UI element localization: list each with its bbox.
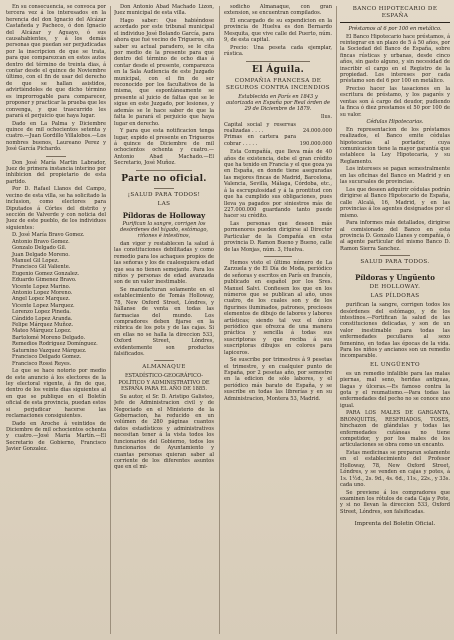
paragraph: Don José María Martin Labrador, Juez de primera instancia interino por inhibicion del propietario de esta partido. [6, 159, 106, 185]
primas-label: Primas en cartera para cobrar . . . . . [224, 134, 296, 147]
salud-heading: SALUD PARA TODOS. [360, 259, 430, 266]
paragraph: Don Antonio Abad Machado Lizon, Juez municipal de esta villa. [114, 4, 214, 17]
divider [264, 256, 292, 257]
divider [154, 188, 174, 189]
column-rule [219, 6, 220, 634]
divider [46, 156, 66, 157]
paragraph: Por D. Rafael Llanos del Campo, vecino de esta villa, se ha solicitado la inclusion, como electores para Diputados á Córtes del distrito y sección de Valverde y con noticia del Juez de este pueblo, de los individuos siguientes: [6, 186, 106, 231]
capital-value: 24.000.000 [302, 128, 332, 135]
banco-heading: BANCO HIPOTECARIO DE ESPAÑA [352, 6, 438, 19]
column-3 [224, 4, 332, 636]
paragraph: purifican la sangre, corrigen todos los desórdenes del estómago, y de los intestinos.—Fortifican la salud de las constituciones delicadas, y son de un valor inestimable para todas las enfermedades peculiares al sexo femenino, en todas las épocas de la vida. Para los niños y ancianos son un remedio incomparable. [340, 302, 450, 360]
paragraph: Su autor, el Sr. D. Aristipo Galisteo, Jefe de Administracion civil y de Negociado en el Ministerio de la Gobernacion, ha reducido en un volúmen de 280 páginas cuantos datos estadísticos y administrativos necesitan tener á la vista todos los funcionarios del Gobierno, todos los funcionarios de Ayuntamiento y cuantas personas quieran saber al corriente de los diferentes asuntos que en el mi- [114, 393, 214, 471]
divider [380, 269, 410, 270]
pildoras-unguento-heading: Píldoras y Ungüento [355, 273, 435, 283]
cedulas-heading: Cédulas Hipotecarias. [366, 119, 424, 126]
column-4 [340, 4, 450, 636]
almanaque-heading: ALMANAQUE [142, 364, 186, 371]
paragraph: Esta Compañía, que lleva más de 40 años de existencia, debe el gran crédito que ha tenido en Francia y el que goza ya en España, en donde tiene aseguradas las mejores fincas de Madrid, Barcelona, Valencia, Sevilla, Málaga, Córdoba, etc., á la escrupulosidad y á la prontitud con que ha cumplido sus obligaciones, pues lleva ya pagados por siniestros más de 227.000.000 guardando tanto puede hacer su crédito. [224, 149, 332, 220]
paragraph: Precio: Una peseta cada ejemplar, rústica. [224, 44, 332, 58]
capital-row [224, 122, 332, 135]
paragraph: Para informes más detallados, dirigirse al comisionado del Banco en esta provincia D. Gonzalo Llanes y compañía, ó al agente particular del mismo Banco D. Ramon Sierra Sanchez. [340, 220, 450, 252]
las-pildoras-heading: LAS PÍLDORAS [370, 293, 420, 300]
divider [380, 255, 410, 256]
parte-no-oficial-heading: Parte no oficial. [121, 173, 207, 184]
paragraph: Dado en Aroche á veintidos de Diciembre de mil ochocientos ochenta y cuatro.—José María Martín.—El Secretario de Gobierno, Francisco Javier Gonzalez. [6, 420, 106, 453]
aguila-heading: El Águila. [251, 64, 305, 75]
paragraph: Dado en La Palma y Diciembre quince de mil ochocientos setenta y cuatro.—Juan Gordillo Villalobos.—Los nombres buenos, Laureano Perez y José García Pichardo. [6, 120, 106, 153]
paragraph: Preciso hacer las tasaciones en la escritura de préstamo, y los pagarés y ventas son á cargo del deudor, pudiendo la finca ó diez prestamos el 50 por 100 de su valor. [340, 86, 450, 118]
almanaque-subtitle: ESTADÍSTICO-GEOGRÁFICO-POLÍTICO Y ADMINISTRATIVO DE ESPAÑA PARA EL AÑO DE 1885. [118, 373, 210, 393]
paragraph: es un remedio infalible para las malas piernas, mal seno, heridas antiguas, llagas y úlceras.—Es famoso contra la gota y el reumatismo.—Para todas las enfermedades del pecho no se conoce uno igual. [340, 370, 450, 409]
column-rule [336, 6, 337, 634]
las-label: LAS [157, 200, 171, 207]
imprenta-footer: Imprenta del Boletin Oficial. [354, 521, 436, 528]
paragraph: Las personas que deseen más pormenores pueden dirigirse al Director Particular de la Compañía en esta provincia D. Ramon Bueno y Bueno, calle de las Monjas, núm. 3, Huelva. [224, 220, 332, 253]
paragraph: En su consecuencia, se convoca por tercera vez á los interesados en la herencia del don Ignacio del Alcázar Castañeda y Pacheco, ó don Ignacio del Alcázar y Aguayo, ó sus causahabientes, y á los demás personas que puedan ser perjudicadas por la inscripcion de que se trata, para que comparezcan en estos autos dentro del término de treinta dias, á contar desde el quince de Noviembre último, con el fin de usar del derecho de que se hallan asistidos, advirtiéndoles de que dicho término es improrrogable para comparecer, proponer y practicar la prueba que les convenga, y que trascurrido les parará el perjuicio que haya lugar. [6, 4, 106, 119]
divider [136, 170, 192, 171]
aguila-established: Establecida en París en 1843 y autorizada en España por Real órden de 29 de Diciembre de 1879. [225, 93, 331, 113]
paragraph: Hago saber: Que habiéndose acordado por este tribunal municipal el individuo José Bolando García, para ahora que fué vecino de Trigueros, sin saber su actual paradero, se le cita por medio de la presente para que dentro del término de ocho dias á contar desde el presente, comparezca en la Sala Audiencia de este Juzgado municipal, con el fin de ser reconocido por los facultativos de la misma, que espontáneamente se presente al juicio de faltas que se le sigue en este Juzgado, por lesiones, y además se le hace saber de que la falta le parará el perjuicio que haya lugar en derecho. [114, 18, 214, 127]
divider [154, 360, 174, 361]
aguila-subtitle: COMPAÑIA FRANCESA DE SEGUROS CONTRA INCENDIOS [225, 77, 331, 91]
paragraph: Lo que se hace notorio por medio de este anuncio á los electores de la ley electoral vigente, á fin de que, dentro de los veinte dias siguientes al en que se publique en el Boletín oficial de esta provincia, puedan estos si perjudicar hacerse las reclamaciones consiguientes. [6, 368, 106, 419]
salud-heading: ¡SALUD PARA TODOS! [127, 191, 201, 198]
unguento-heading: EL UNGÜENTO [369, 361, 421, 368]
column-2 [114, 4, 214, 636]
paragraph: dan vigor y restablecen la salud á las constituciones debilitadas y como remedio para los achaques propios de las señoras y los de cualesquiera edad que sea no tienen semejante. Para los niños y personas de edad avanzada son de un valor inestimable. [114, 240, 214, 286]
paragraph: En representacion de los préstamos realizados, el Banco emite cédulas hipotecarias al portador, cuya comunicacion tiene la mayor garantía que establece la Ley Hipotecaria, y su Reglamento. [340, 126, 450, 165]
paragraph: Se suscribe por trimestres á 9 pesetas el trimestre, y en cualquier punto de España, por 2 pesetas año, por semestre en la edicion de sólo labores, y el periódico más barato de España, y se suscribe en todas las librerías y en su Administracion, Montera 53, Madrid. [224, 357, 332, 402]
paragraph: Hemos visto el último número de La Zarzuela y de El Día de Moda, periódico de señoras y escritos en París en francés, publicado en español por los Sres. Manuel Salvi. Confiesen los que en los números que se publican al año, unos cuatro, de los cuales son y de los figurines iluminados, patrones, preciosos elementos de dibujo de labores y labores artísticas; siendo tal vez el único periódico que ofrezca de una manera práctica y sencilla á todas sus suscriptoras y que reciba á sus suscriptoras dibujos en colores para lapiceros. [224, 259, 332, 356]
paragraph: Los intereses se pagan semestralmente en las oficinas del Banco en Madrid y en las sucursales de provincias. [340, 166, 450, 186]
primas-row [224, 134, 332, 147]
paragraph: Estas medicinas se preparan solamente en el establecimiento del Profesor Holloway, 78, New Oxford Street, Lóndres, y se venden en cajas y potes, á 1s. 1½d., 2s. 9d., 4s. 6d., 11s., 22s., y 33s. cada uno. [340, 450, 450, 489]
capital-label: Capital social y reservas realizadas . . . . [224, 121, 296, 135]
divider [340, 22, 450, 23]
paragraph: Los que deseen adquirir cédulas podrán dirigirse al Banco Hipotecario de España, calle Alcalá, 16, Madrid, y en las provincias á los agentes designados por el mismo. [340, 186, 450, 219]
paragraph: sodicho Almanaque, con gran extension, se encuentran compilados. [224, 4, 332, 17]
banco-subtitle: Préstamos al 6 por 100 en metálico. [348, 26, 442, 32]
column-rule [110, 6, 111, 634]
column-1 [6, 4, 106, 636]
pildoras-heading: Píldoras de Holloway [122, 210, 206, 220]
paragraph: Y para que esta notificacion tenga lugar, expido el presente en Trigueros á quince de Diciembre de mil ochocientos ochenta y cuatro.—Antonio Abad Machado.—El Secretario, José Muñoz. [114, 128, 214, 167]
paragraph: Se previene á los compradores que examinen los rótulos de cada Caja y Pote, y si no llevan la direccion 533, Oxford Street, Lóndres, son falsificadas. [340, 489, 450, 515]
divider [246, 61, 310, 62]
primas-value: 190.000.000 [299, 140, 332, 147]
paragraph: El encargado de su expendicion en la provincia de Huelva es don Bernardo Mesquita, que vive calle del Puerto, núm. 9, de esta capital. [224, 18, 332, 44]
name-list: D. José María Bravo Gomez. Antonio Bravo Gomez. Gonzalo Delgado Gil. Juan Delgado Moreno. Manuel Gil Lopez. Francisco Gil Valiente. Eugenio Gomez Gonzalez. Eduardo Gimenez Bravo. Vicente Lopez Marino. Antonio Lopez Moreno. Angel Lopez Marquez. Vicente Lopez Marquez. Lorenzo Lopez Pineda. Cándido Lopez Aranda. Felipe Márquez Muñoz. Mateo Márquez Lopez. Bartolomé Moreno Delgado. Remedios Rodriguez Domínguez. Saturnino Vazquez Márquez. Francisco Delgado Gomez. Francisco Rossi Reyes. [12, 232, 98, 367]
paragraph: El Banco Hipotecario hace préstamos, á reintegrar en un plazo de 5 á 50 años, por la Sociedad del Banco de España, sobre fincas rústicas y urbanas, desde cinco años, sin gasto alguno, y sin necesidad de inscribir el cargo en el Registro de la propiedad. Los intereses por cada préstamo son del 6 por 100 en metálico. [340, 33, 450, 85]
paragraph: Se manufacturan solamente en el establecimiento de Tomás Holloway, 78, New Oxford Street, Lóndres, y hállanse de venta en todas las farmacias del mundo. Los compradores deben fijarse en la rúbrica de los pots y de las cajas. Si en ellas no se halla la direccion 533, Oxford Street, Lóndres, evidentemente son productos falsificados. [114, 286, 214, 358]
pildoras-subtitle: Purifican la sangre, corrigen los desórdenes del hígado, estómago, riñones é intestinos, [119, 220, 209, 240]
ilus-label: Ilus. [320, 114, 332, 121]
paragraph: PARA LOS MALES DE GARGANTA, BRONQUITIS, RESFRIADOS, TOSES, hinchazon de glándulas y todas las enfermedades cutáneas no tiene competidor, y por los males de los articulaciones se obra como un encanto. [340, 410, 450, 449]
holloway-subtitle: DE HOLLOWAY. [369, 284, 421, 291]
